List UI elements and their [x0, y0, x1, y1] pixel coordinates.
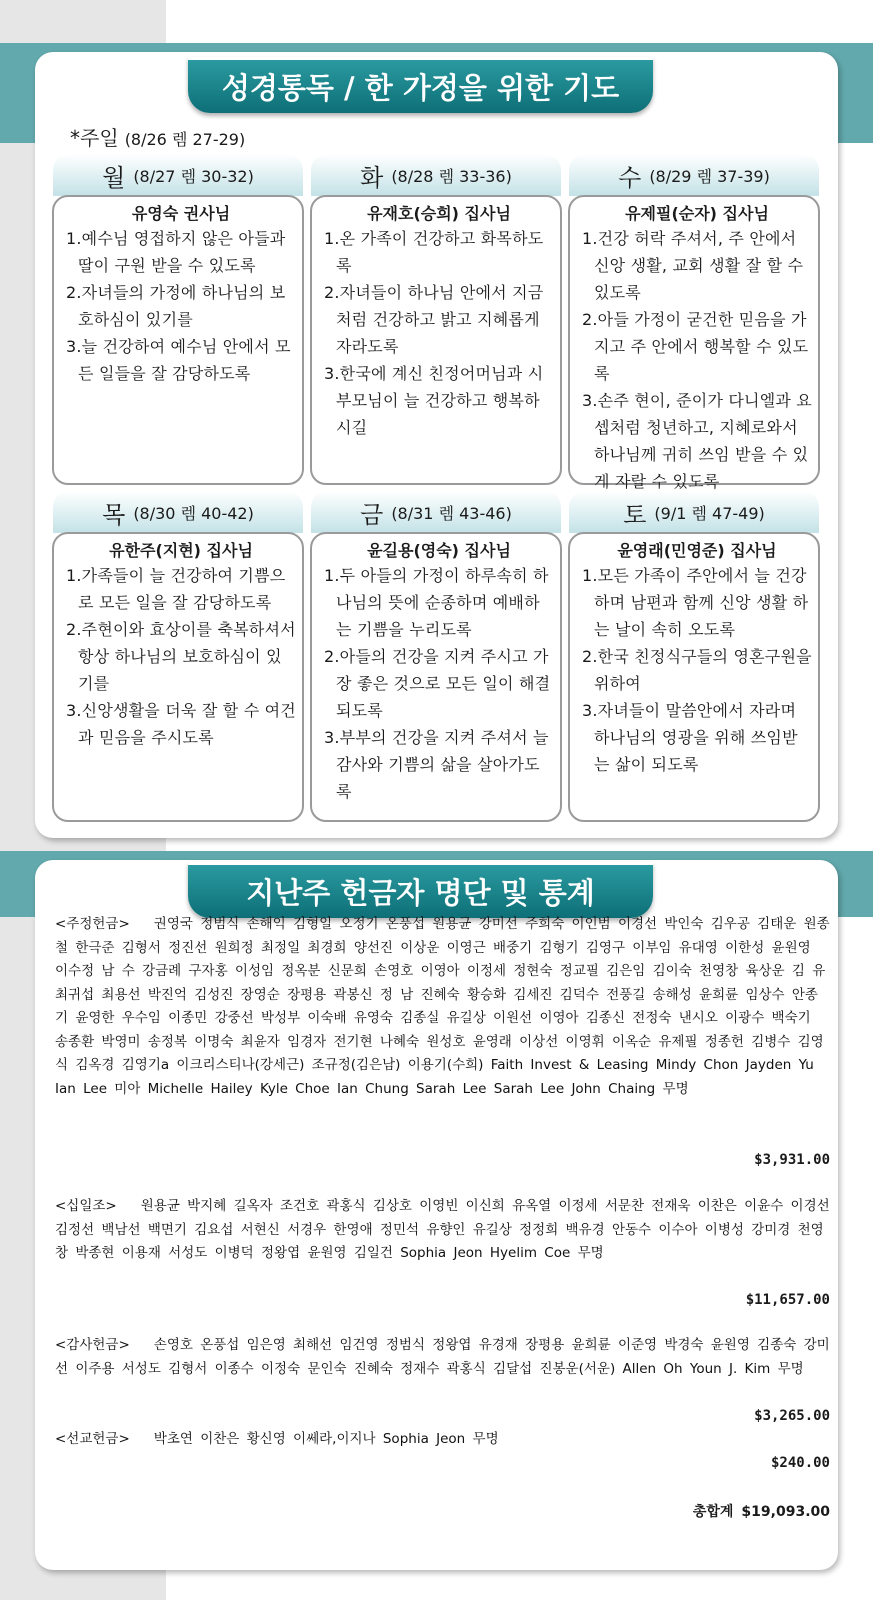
day-name: 수 — [618, 163, 642, 192]
prayer-person: 윤영래(민영준) 집사님 — [617, 541, 777, 560]
day-name: 월 — [102, 163, 126, 192]
offering-names: 원용균 박지혜 길옥자 조건호 곽홍식 김상호 이영빈 이신희 유옥열 이정세 서문찬 전재욱 이찬은 이윤수 이경선 김정선 백남선 백면기 김요섭 서현신 서경우 한영애 정민석 유향인 유길상 정정희 백유경 안동수 이수아 이병성 강미경 천영창 박종현 이용재 서성도 이병덕 정왕엽 윤원영 김일건 Sophia Jeon Hyelim Coe 무명 — [55, 1198, 830, 1261]
offering-label: <주정헌금> — [55, 916, 130, 932]
prayer-item: 1.두 아들의 가정이 하루속히 하나님의 뜻에 순종하며 예배하는 기쁨을 누리도록 — [324, 566, 549, 639]
day-box-thu — [52, 532, 304, 822]
prayer-person: 유제필(순자) 집사님 — [625, 204, 769, 223]
day-ref: (8/30 렘 40-42) — [133, 503, 254, 523]
day-box-tue — [310, 195, 562, 485]
day-name: 화 — [360, 163, 384, 192]
prayer-item: 1.가족들이 늘 건강하여 기쁨으로 모든 일을 잘 감당하도록 — [66, 566, 286, 612]
prayer-item: 2.한국 친정식구들의 영혼구원을 위하여 — [582, 647, 812, 693]
day-header-tue — [311, 154, 561, 196]
prayer-item: 2.아들의 건강을 지켜 주시고 가장 좋은 것으로 모든 일이 해결되도록 — [324, 647, 551, 720]
prayer-item: 2.주현이와 효상이를 축복하셔서 항상 하나님의 보호하심이 있기를 — [66, 620, 296, 693]
prayer-person: 유영숙 권사님 — [131, 204, 231, 223]
prayer-item: 1.건강 허락 주셔서, 주 안에서 신앙 생활, 교회 생활 잘 할 수 있도록 — [582, 229, 804, 302]
prayer-person: 유한주(지현) 집사님 — [109, 541, 253, 560]
offering-names: 손영호 온풍섭 임은영 최해선 임건영 정범식 정왕엽 유경재 장평용 윤희륜 이준영 박경숙 윤원영 김종숙 강미선 이주용 서성도 김형서 이종수 이정숙 문인숙 진혜숙 정재수 곽홍식 김달섭 진봉운(서운) Allen Oh Youn J. Kim 무명 — [55, 1337, 830, 1377]
offering-group-thanks — [55, 1334, 830, 1381]
prayer-item: 2.자녀들의 가정에 하나님의 보호하심이 있기를 — [66, 283, 286, 329]
sunday-ref: (8/26 렘 27-29) — [124, 130, 246, 149]
prayer-item: 1.예수님 영접하지 않은 아들과 딸이 구원 받을 수 있도록 — [66, 229, 286, 275]
offering-amount-thanks: $3,265.00 — [754, 1408, 830, 1424]
sunday-reading — [70, 122, 245, 151]
day-name: 금 — [360, 500, 384, 529]
day-ref: (9/1 렘 47-49) — [654, 503, 765, 523]
day-ref: (8/28 렘 33-36) — [391, 166, 512, 186]
grand-total-label: 총합계 — [692, 1504, 734, 1520]
day-box-mon — [52, 195, 304, 485]
prayer-item: 2.아들 가정이 굳건한 믿음을 가지고 주 안에서 행복할 수 있도록 — [582, 310, 809, 383]
offerings-title-banner: 지난주 헌금자 명단 및 통계 — [188, 862, 653, 918]
prayer-item: 1.모든 가족이 주안에서 늘 건강하며 남편과 함께 신앙 생활 하는 날이 속히 오도록 — [582, 566, 809, 639]
offering-label: <선교헌금> — [55, 1431, 130, 1447]
prayer-person: 유재호(승희) 집사님 — [367, 204, 511, 223]
offering-amount-main: $3,931.00 — [754, 1152, 830, 1168]
day-ref: (8/31 렘 43-46) — [391, 503, 512, 523]
day-box-wed — [568, 195, 820, 491]
offering-group-main — [55, 913, 830, 1101]
day-header-sat — [569, 491, 819, 533]
sunday-label: *주일 — [70, 126, 119, 150]
day-ref: (8/27 렘 30-32) — [133, 166, 254, 186]
prayer-item: 3.한국에 계신 친정어머님과 시부모님이 늘 건강하고 행복하시길 — [324, 364, 544, 437]
day-header-wed — [569, 154, 819, 196]
offering-group-tithe — [55, 1195, 830, 1266]
offering-names: 권영국 정범식 손해익 김형일 오정기 온풍섭 원용균 강미선 주희숙 이인범 이경선 박인숙 김우공 김태운 원종철 한극준 김형서 정진선 원희정 최정일 최경희 양선진 이상운 이영근 배중기 김형기 김영구 이부임 유대영 이한성 윤원영 이수정 남 수 강금례 구자홍 이성임 정옥분 신문희 손영호 이영아 이정세 정현숙 정교필 김은임 김이숙 천영창 육상운 김 유 최귀섭 최용선 박진억 김성진 장영순 장평용 곽봉신 정 남 진혜숙 황승화 김세진 김덕수 전풍길 송해성 윤희륜 임상수 안종기 윤영한 우수임 이종민 강중선 박성부 이숙배 유영숙 김종실 유길상 이원선 이영아 김종신 전정숙 낸시오 이광수 백숙기 송종환 박영미 송정복 이명숙 최윤자 임경자 전기현 나혜숙 원성호 윤영래 이상선 이영휘 이옥순 유제필 정종헌 김병수 김영식 김옥경 김영기a 이크리스티나(강세근) 조규정(김은남) 이용기(수희) Faith Invest & Leasing Mindy Chon Jayden Yu Ian Lee 미아 Michelle Hailey Kyle Choe Ian Chung Sarah Lee Sarah Lee John Chaing 무명 — [55, 916, 830, 1097]
prayer-item: 1.온 가족이 건강하고 화목하도록 — [324, 229, 544, 275]
day-header-mon — [53, 154, 303, 196]
day-name: 토 — [623, 500, 647, 529]
prayer-item: 3.자녀들이 말씀안에서 자라며 하나님의 영광을 위해 쓰임받는 삶이 되도록 — [582, 701, 798, 774]
day-header-fri — [311, 491, 561, 533]
day-header-thu — [53, 491, 303, 533]
offering-label: <십일조> — [55, 1198, 117, 1214]
grand-total-amount: $19,093.00 — [741, 1504, 830, 1520]
day-box-fri — [310, 532, 562, 822]
grand-total — [693, 1501, 830, 1521]
prayer-item: 2.자녀들이 하나님 안에서 지금처럼 건강하고 밝고 지혜롭게 자라도록 — [324, 283, 544, 356]
day-name: 목 — [102, 500, 126, 529]
prayer-title-banner: 성경통독 / 한 가정을 위한 기도 — [188, 57, 653, 113]
prayer-item: 3.부부의 건강을 지켜 주셔서 늘 감사와 기쁨의 삶을 살아가도록 — [324, 728, 549, 801]
prayer-item: 3.늘 건강하여 예수님 안에서 모든 일들을 잘 감당하도록 — [66, 337, 291, 383]
prayer-person: 윤길용(영숙) 집사님 — [367, 541, 511, 560]
day-box-sat — [568, 532, 820, 822]
offering-amount-tithe: $11,657.00 — [745, 1292, 830, 1308]
day-ref: (8/29 렘 37-39) — [649, 166, 770, 186]
offering-amount-mission: $240.00 — [770, 1455, 830, 1471]
prayer-item: 3.신앙생활을 더욱 잘 할 수 여건과 믿음을 주시도록 — [66, 701, 296, 747]
prayer-item: 3.손주 현이, 준이가 다니엘과 요셉처럼 청년하고, 지혜로와서 하나님께 귀히 쓰임 받을 수 있게 자랄 수 있도록 — [582, 391, 812, 491]
offering-label: <감사헌금> — [55, 1337, 130, 1353]
offering-group-mission — [55, 1428, 830, 1452]
offering-names: 박초연 이찬은 황신영 이쎄라,이지나 Sophia Jeon 무명 — [153, 1431, 499, 1447]
